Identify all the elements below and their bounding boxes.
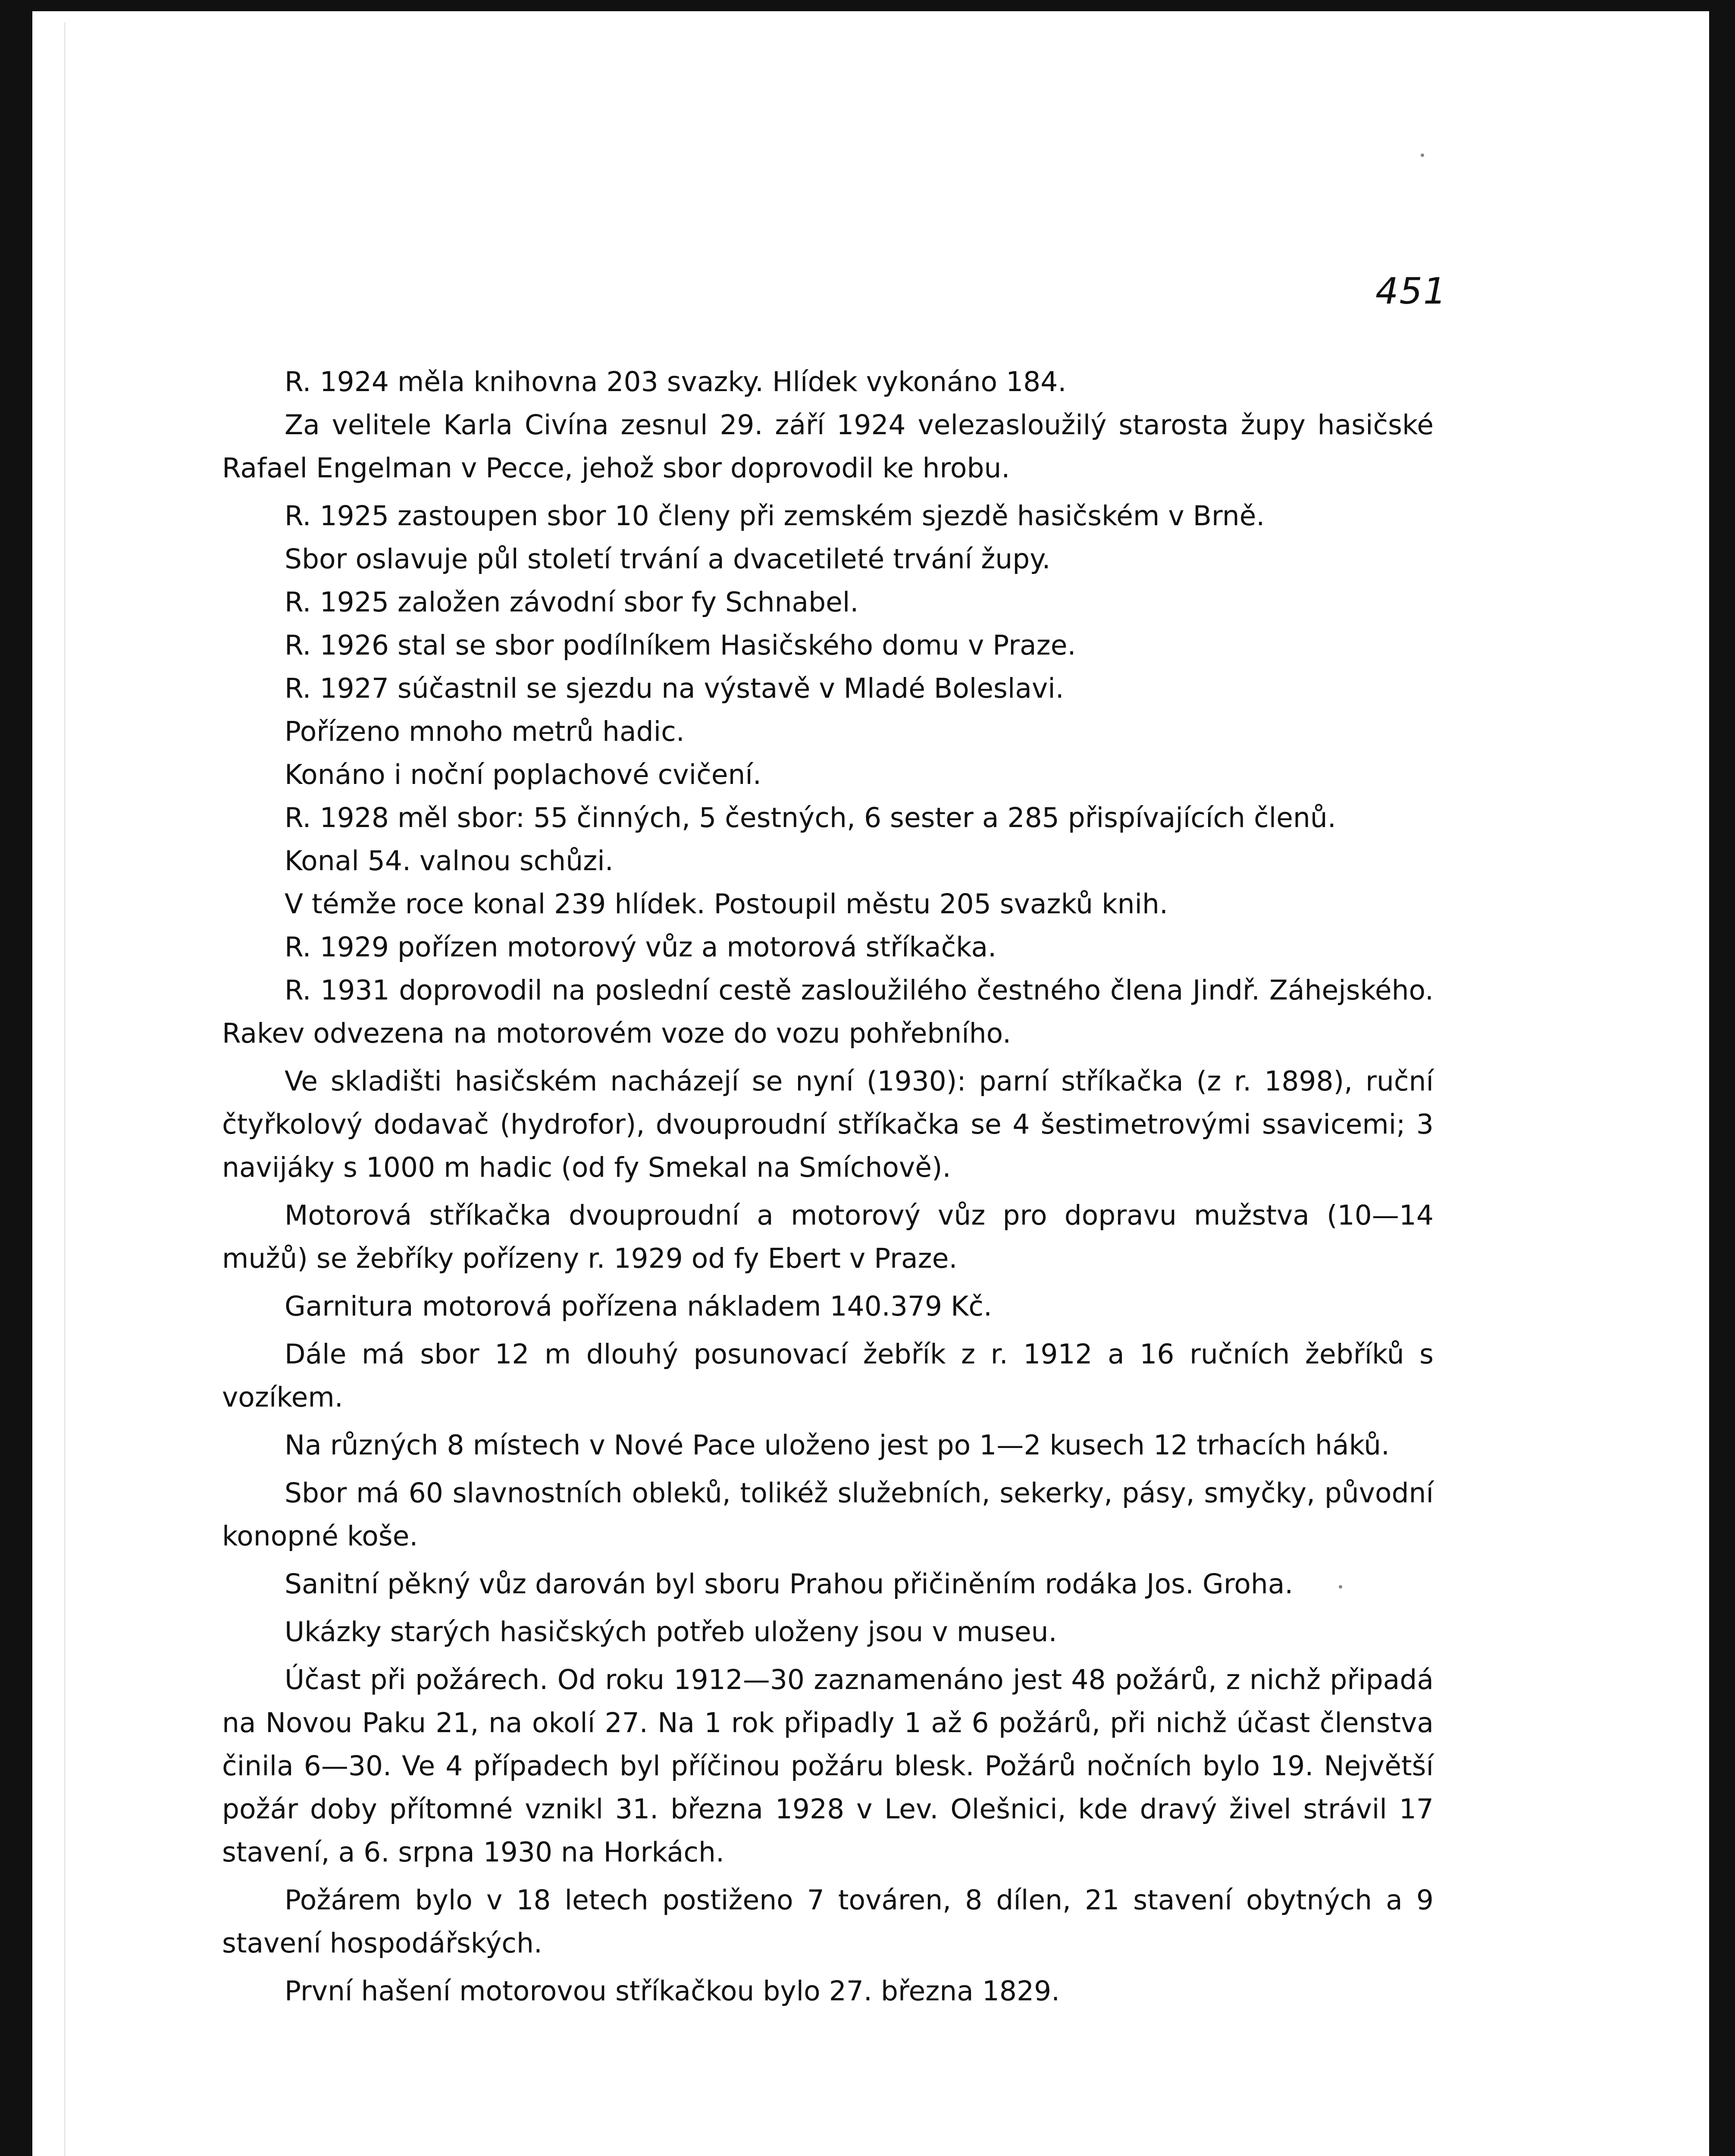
scan-speck bbox=[1421, 154, 1424, 157]
paragraph: Konáno i noční poplachové cvičení. bbox=[285, 759, 761, 790]
paragraph: Sanitní pěkný vůz darován byl sboru Prahou přičiněním rodáka Jos. Groha. bbox=[285, 1568, 1293, 1600]
paragraph: R. 1931 doprovodil na poslední cestě zasloužilého čestného člena Jindř. Záhejského. Rakev odvezena na motorovém voze do vozu pohřebního. bbox=[222, 975, 1434, 1049]
paragraph: Za velitele Karla Civína zesnul 29. září 1924 velezasloužilý starosta župy hasičské Rafael Engelman v Pecce, jehož sbor doprovodil ke hrobu. bbox=[222, 409, 1434, 484]
paragraph: První hašení motorovou stříkačkou bylo 27. března 1829. bbox=[285, 1975, 1060, 2007]
page-number: 451 bbox=[1375, 270, 1447, 312]
paragraph: Sbor má 60 slavnostních obleků, tolikéž služebních, sekerky, pásy, smyčky, původní konopné koše. bbox=[222, 1477, 1434, 1552]
paragraph: R. 1927 súčastnil se sjezdu na výstavě v Mladé Boleslavi. bbox=[285, 673, 1064, 704]
paragraph: R. 1926 stal se sbor podílníkem Hasičského domu v Praze. bbox=[285, 630, 1076, 661]
paragraph: R. 1924 měla knihovna 203 svazky. Hlídek vykonáno 184. bbox=[285, 366, 1067, 398]
paragraph: R. 1925 zastoupen sbor 10 členy při zemském sjezdě hasičském v Brně. bbox=[285, 500, 1265, 532]
body-text bbox=[222, 360, 1434, 2013]
paragraph: V témže roce konal 239 hlídek. Postoupil městu 205 svazků knih. bbox=[285, 888, 1168, 920]
paragraph: Účast při požárech. Od roku 1912—30 zaznamenáno jest 48 požárů, z nichž připadá na Novou Paku 21, na okolí 27. Na 1 rok připadly 1 až 6 požárů, při nichž účast členstva činila 6—30. Ve 4 případech byl příčinou požáru blesk. Požárů nočních bylo 19. Největší požár doby přítomné vznikl 31. března 1928 v Lev. Olešnici, kde dravý živel strávil 17 stavení, a 6. srpna 1930 na Horkách. bbox=[222, 1664, 1434, 1868]
paragraph: R. 1928 měl sbor: 55 činných, 5 čestných, 6 sester a 285 přispívajících členů. bbox=[285, 802, 1336, 834]
scan-speck bbox=[1339, 1585, 1342, 1589]
paragraph: R. 1929 pořízen motorový vůz a motorová stříkačka. bbox=[285, 931, 997, 963]
paragraph: Požárem bylo v 18 letech postiženo 7 továren, 8 dílen, 21 stavení obytných a 9 stavení hospodářských. bbox=[222, 1884, 1434, 1959]
paragraph: R. 1925 založen závodní sbor fy Schnabel. bbox=[285, 586, 859, 618]
paragraph: Sbor oslavuje půl století trvání a dvacetileté trvání župy. bbox=[285, 543, 1051, 575]
paragraph: Ukázky starých hasičských potřeb uloženy jsou v museu. bbox=[285, 1616, 1057, 1648]
paragraph: Motorová stříkačka dvouproudní a motorový vůz pro dopravu mužstva (10—14 mužů) se žebříky pořízeny r. 1929 od fy Ebert v Praze. bbox=[222, 1200, 1434, 1274]
paragraph: Konal 54. valnou schůzi. bbox=[285, 845, 614, 877]
paragraph: Dále má sbor 12 m dlouhý posunovací žebřík z r. 1912 a 16 ručních žebříků s vozíkem. bbox=[222, 1338, 1434, 1413]
paragraph: Pořízeno mnoho metrů hadic. bbox=[285, 716, 685, 747]
paragraph: Garnitura motorová pořízena nákladem 140.379 Kč. bbox=[285, 1291, 993, 1322]
paragraph: Na různých 8 místech v Nové Pace uloženo jest po 1—2 kusech 12 trhacích háků. bbox=[285, 1429, 1390, 1461]
paragraph: Ve skladišti hasičském nacházejí se nyní (1930): parní stříkačka (z r. 1898), ruční čtyřkolový dodavač (hydrofor), dvouproudní stříkačka se 4 šestimetrovými ssavicemi; 3 navijáky s 1000 m hadic (od fy Smekal na Smíchově). bbox=[222, 1065, 1434, 1183]
